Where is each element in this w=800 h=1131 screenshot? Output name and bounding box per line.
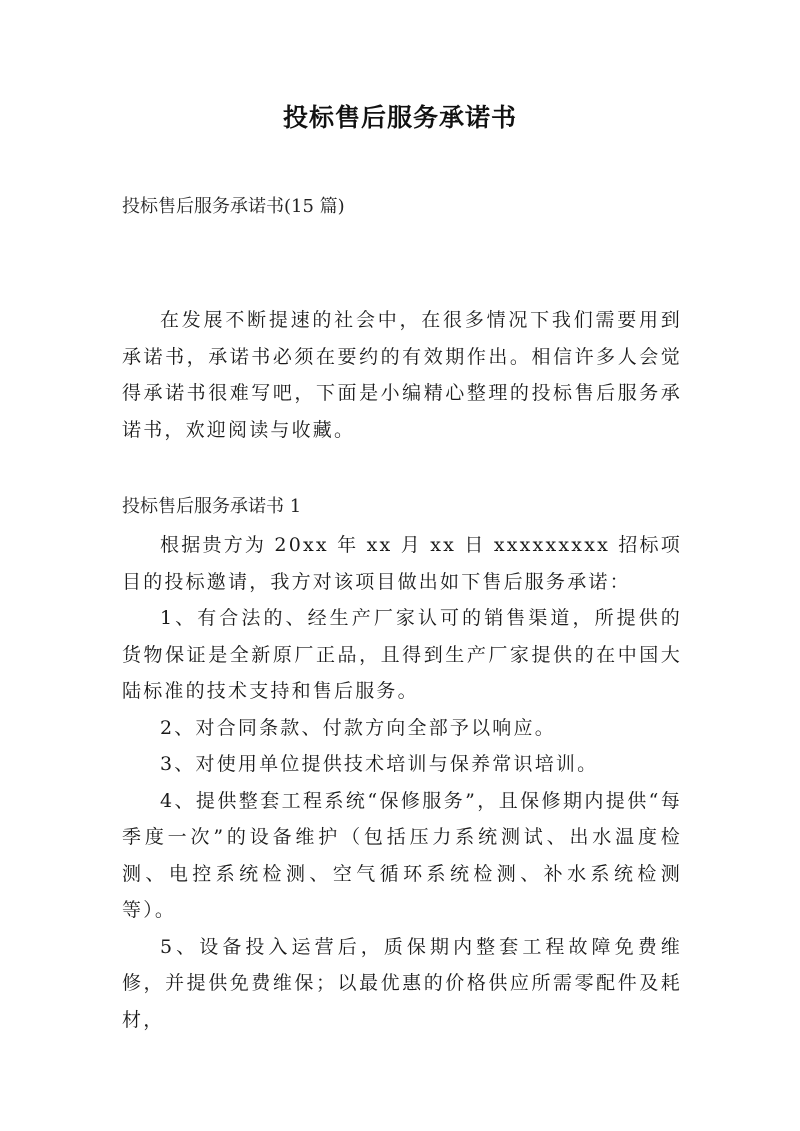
intro-paragraph: 在发展不断提速的社会中，在很多情况下我们需要用到承诺书，承诺书必须在要约的有效期作出。相信许多人会觉得承诺书很难写吧，下面是小编精心整理的投标售后服务承诺书，欢迎阅读与收藏。 xyxy=(122,309,682,441)
body-paragraph: 2、对合同条款、付款方向全部予以响应。 xyxy=(160,716,556,739)
body-paragraph: 根据贵方为 20xx 年 xx 月 xx 日 xxxxxxxxx 招标项目的投标邀请，我方对该项目做出如下售后服务承诺： xyxy=(122,534,682,593)
body-paragraph: 4、提供整套工程系统“保修服务”，且保修期内提供“每季度一次”的设备维护（包括压力系统测试、出水温度检测、电控系统检测、空气循环系统检测、补水系统检测等）。 xyxy=(122,789,682,921)
body-paragraph: 5、设备投入运营后，质保期内整套工程故障免费维修，并提供免费维保；以最优惠的价格供应所需零配件及耗材， xyxy=(122,935,682,1031)
document-subtitle: 投标售后服务承诺书(15 篇) xyxy=(122,196,345,217)
body-paragraph: 3、对使用单位提供技术培训与保养常识培训。 xyxy=(160,753,599,775)
page-title: 投标售后服务承诺书 xyxy=(282,103,517,132)
body-block xyxy=(122,527,682,1038)
body-paragraph: 1、有合法的、经生产厂家认可的销售渠道，所提供的货物保证是全新原厂正品，且得到生产厂家提供的在中国大陆标准的技术支持和售后服务。 xyxy=(122,607,682,702)
section-title: 投标售后服务承诺书 1 xyxy=(122,496,302,517)
